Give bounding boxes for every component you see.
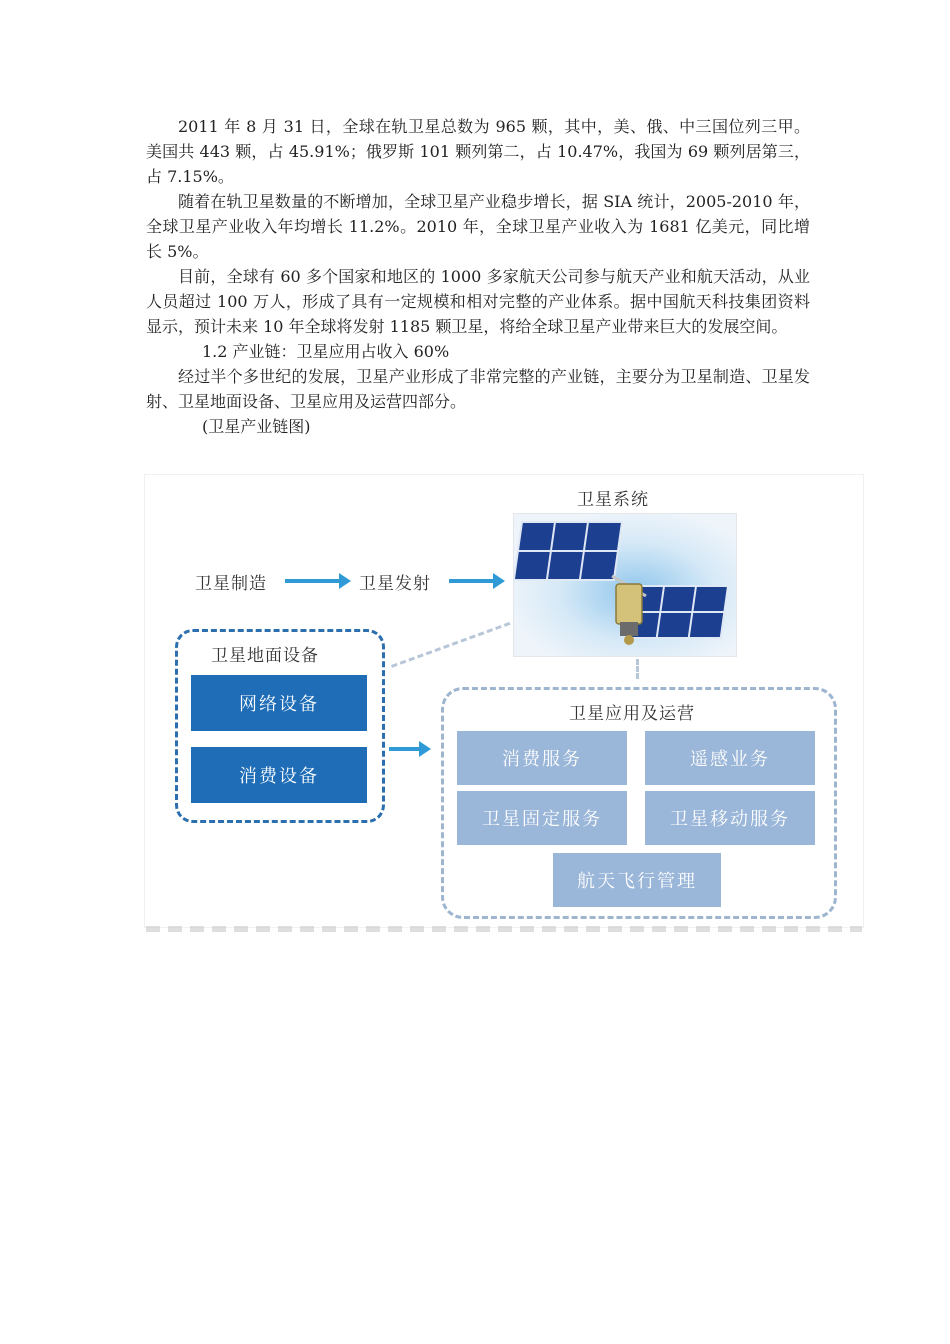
body-text xyxy=(146,114,810,439)
cropped-text-line xyxy=(146,926,862,932)
arrow-manufacturing-to-launch xyxy=(285,579,341,583)
arrow-launch-to-satellite xyxy=(449,579,495,583)
applications-title: 卫星应用及运营 xyxy=(569,704,695,724)
manufacturing-label: 卫星制造 xyxy=(195,574,267,594)
industry-chain-diagram xyxy=(144,474,864,928)
consumer-service-box: 消费服务 xyxy=(457,731,627,785)
connector-satellite-to-applications xyxy=(636,659,639,679)
launch-label: 卫星发射 xyxy=(359,574,431,594)
spaceflight-management-box: 航天飞行管理 xyxy=(553,853,721,907)
paragraph-1: 2011 年 8 月 31 日，全球在轨卫星总数为 965 颗，其中，美、俄、中三国位列三甲。美国共 443 颗，占 45.91%；俄罗斯 101 颗列第二，占 10.47%，我国为 69 颗列居第三，占 7.15%。 xyxy=(146,117,810,186)
paragraph-3: 目前，全球有 60 多个国家和地区的 1000 多家航天公司参与航天产业和航天活动，从业人员超过 100 万人，形成了具有一定规模和相对完整的产业体系。据中国航天科技集团资料显示，预计未来 10 年全球将发射 1185 颗卫星，将给全球卫星产业带来巨大的发展空间。 xyxy=(146,267,810,336)
paragraph-4: 经过半个多世纪的发展，卫星产业形成了非常完整的产业链，主要分为卫星制造、卫星发射、卫星地面设备、卫星应用及运营四部分。 xyxy=(146,367,810,411)
arrow-ground-to-applications xyxy=(389,747,421,751)
paragraph-2: 随着在轨卫星数量的不断增加，全球卫星产业稳步增长，据 SIA 统计，2005-2010 年，全球卫星产业收入年均增长 11.2%。2010 年，全球卫星产业收入为 1681 亿美元，同比增长 5%。 xyxy=(146,192,810,261)
remote-sensing-box: 遥感业务 xyxy=(645,731,815,785)
ground-equipment-title: 卫星地面设备 xyxy=(211,646,319,666)
satellite-image xyxy=(513,513,737,657)
satellite-system-label: 卫星系统 xyxy=(577,490,649,510)
fixed-service-box: 卫星固定服务 xyxy=(457,791,627,845)
network-equipment-box: 网络设备 xyxy=(191,675,367,731)
figure-caption: (卫星产业链图) xyxy=(202,417,311,436)
consumer-equipment-box: 消费设备 xyxy=(191,747,367,803)
satellite-icon xyxy=(514,514,736,656)
section-heading: 1.2 产业链：卫星应用占收入 60% xyxy=(202,342,450,361)
mobile-service-box: 卫星移动服务 xyxy=(645,791,815,845)
connector-ground-to-satellite xyxy=(391,622,510,668)
